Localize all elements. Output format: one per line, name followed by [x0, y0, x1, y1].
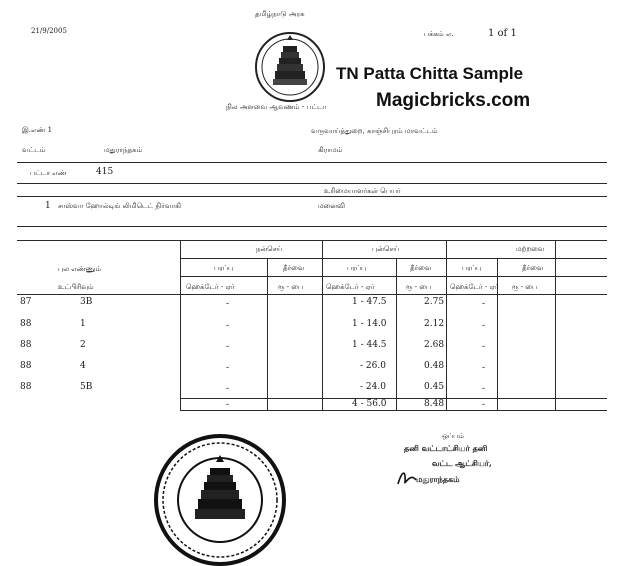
other-area-unit: ஹெக்டேர் - ஏர் — [450, 283, 499, 291]
dry-area: - 24.0 — [360, 382, 386, 392]
taluk-label: வட்டம் — [22, 146, 46, 154]
total-wet-area: - — [226, 400, 230, 410]
wet-area-unit: ஹெக்டேர் - ஏர் — [186, 283, 235, 291]
watermark-site: Magicbricks.com — [376, 90, 531, 111]
wet-area: - — [226, 363, 230, 373]
dry-area: 1 - 44.5 — [352, 340, 387, 350]
total-dry-area: 4 - 56.0 — [352, 399, 387, 409]
owner-relation: மனைவி — [318, 202, 346, 210]
wet-area: - — [226, 299, 230, 309]
total-dry-tax: 8.48 — [424, 399, 445, 409]
other-area: - — [482, 321, 486, 331]
dry-tax: 0.45 — [424, 382, 445, 392]
signatory-designation: தனி வட்டாட்சியர் தனி — [404, 443, 488, 453]
col-survey-header: புல எண்ணும் உட்பிரிவும் — [58, 265, 102, 291]
other-area: - — [482, 342, 486, 352]
patta-label: பட்டா எண் — [30, 169, 67, 177]
subdivision: 1 — [80, 319, 86, 329]
group-wet-header: நன்செய் — [256, 245, 283, 253]
watermark-title: TN Patta Chitta Sample — [336, 64, 524, 83]
dry-area-unit: ஹெக்டேர் - ஏர் — [326, 283, 375, 291]
signatory-place: மதுராந்தகம் — [416, 474, 460, 484]
signature-scribble — [396, 468, 418, 488]
govt-title: தமிழ்நாடு அரசு — [255, 10, 305, 18]
other-area: - — [482, 384, 486, 394]
dry-tax: 0.48 — [424, 361, 445, 371]
survey-number: 87 — [20, 297, 32, 307]
dry-area: 1 - 47.5 — [352, 297, 387, 307]
subdivision: 5B — [80, 382, 93, 392]
survey-number: 88 — [20, 340, 32, 350]
survey-number: 88 — [20, 361, 32, 371]
wet-tax-unit: ரூ - பை — [278, 283, 304, 291]
dry-area-header: பரப்பு — [347, 264, 367, 272]
subdivision: 3B — [80, 297, 93, 307]
owner-index: 1 — [45, 201, 51, 211]
wet-tax-header: தீர்வை — [283, 264, 305, 272]
group-dry-header: புன்செய் — [372, 245, 400, 253]
dry-tax-header: தீர்வை — [410, 264, 432, 272]
group-other-header: மற்றவை — [516, 245, 545, 253]
owner-section-label: உரிமையாளர்கள் பெயர் — [324, 187, 401, 195]
dry-tax-unit: ரூ - பை — [406, 283, 432, 291]
signature-initial: ஒப்பம் — [442, 432, 464, 440]
other-area: - — [482, 363, 486, 373]
wet-area: - — [226, 384, 230, 394]
department-line: வருவாய்த்துறை, காஞ்சிபுரம் மாவட்டம் — [311, 127, 438, 135]
dry-area: - 26.0 — [360, 361, 386, 371]
owner-name: சாஸ்வா ஹோல்டிங் லிமிடெட் நிர்வாகி — [58, 202, 181, 210]
subdivision: 2 — [80, 340, 86, 350]
issue-date: 21/9/2005 — [31, 27, 67, 35]
signatory-office: வட்ட ஆட்சியர், — [432, 458, 492, 468]
other-tax-unit: ரூ - பை — [512, 283, 538, 291]
survey-number: 88 — [20, 319, 32, 329]
dry-area: 1 - 14.0 — [352, 319, 387, 329]
wet-area: - — [226, 321, 230, 331]
document-title: நில அளவை ஆவணம் - பட்டா — [226, 103, 327, 111]
wet-area-header: பரப்பு — [214, 264, 234, 272]
other-tax-header: தீர்வை — [522, 264, 544, 272]
official-seal-icon — [150, 430, 290, 566]
village-label: கிராமம் — [318, 146, 343, 154]
document-number: இ.எண் 1 — [22, 126, 53, 134]
total-other-area: - — [482, 400, 486, 410]
page-label: பக்கம் எ. — [424, 30, 454, 38]
dry-tax: 2.12 — [424, 319, 445, 329]
other-area-header: பரப்பு — [462, 264, 482, 272]
dry-tax: 2.68 — [424, 340, 445, 350]
taluk-value: மதுராந்தகம் — [104, 146, 143, 154]
page-number: 1 of 1 — [488, 28, 517, 39]
other-area: - — [482, 299, 486, 309]
wet-area: - — [226, 342, 230, 352]
survey-number: 88 — [20, 382, 32, 392]
patta-number: 415 — [96, 167, 114, 177]
subdivision: 4 — [80, 361, 86, 371]
dry-tax: 2.75 — [424, 297, 445, 307]
